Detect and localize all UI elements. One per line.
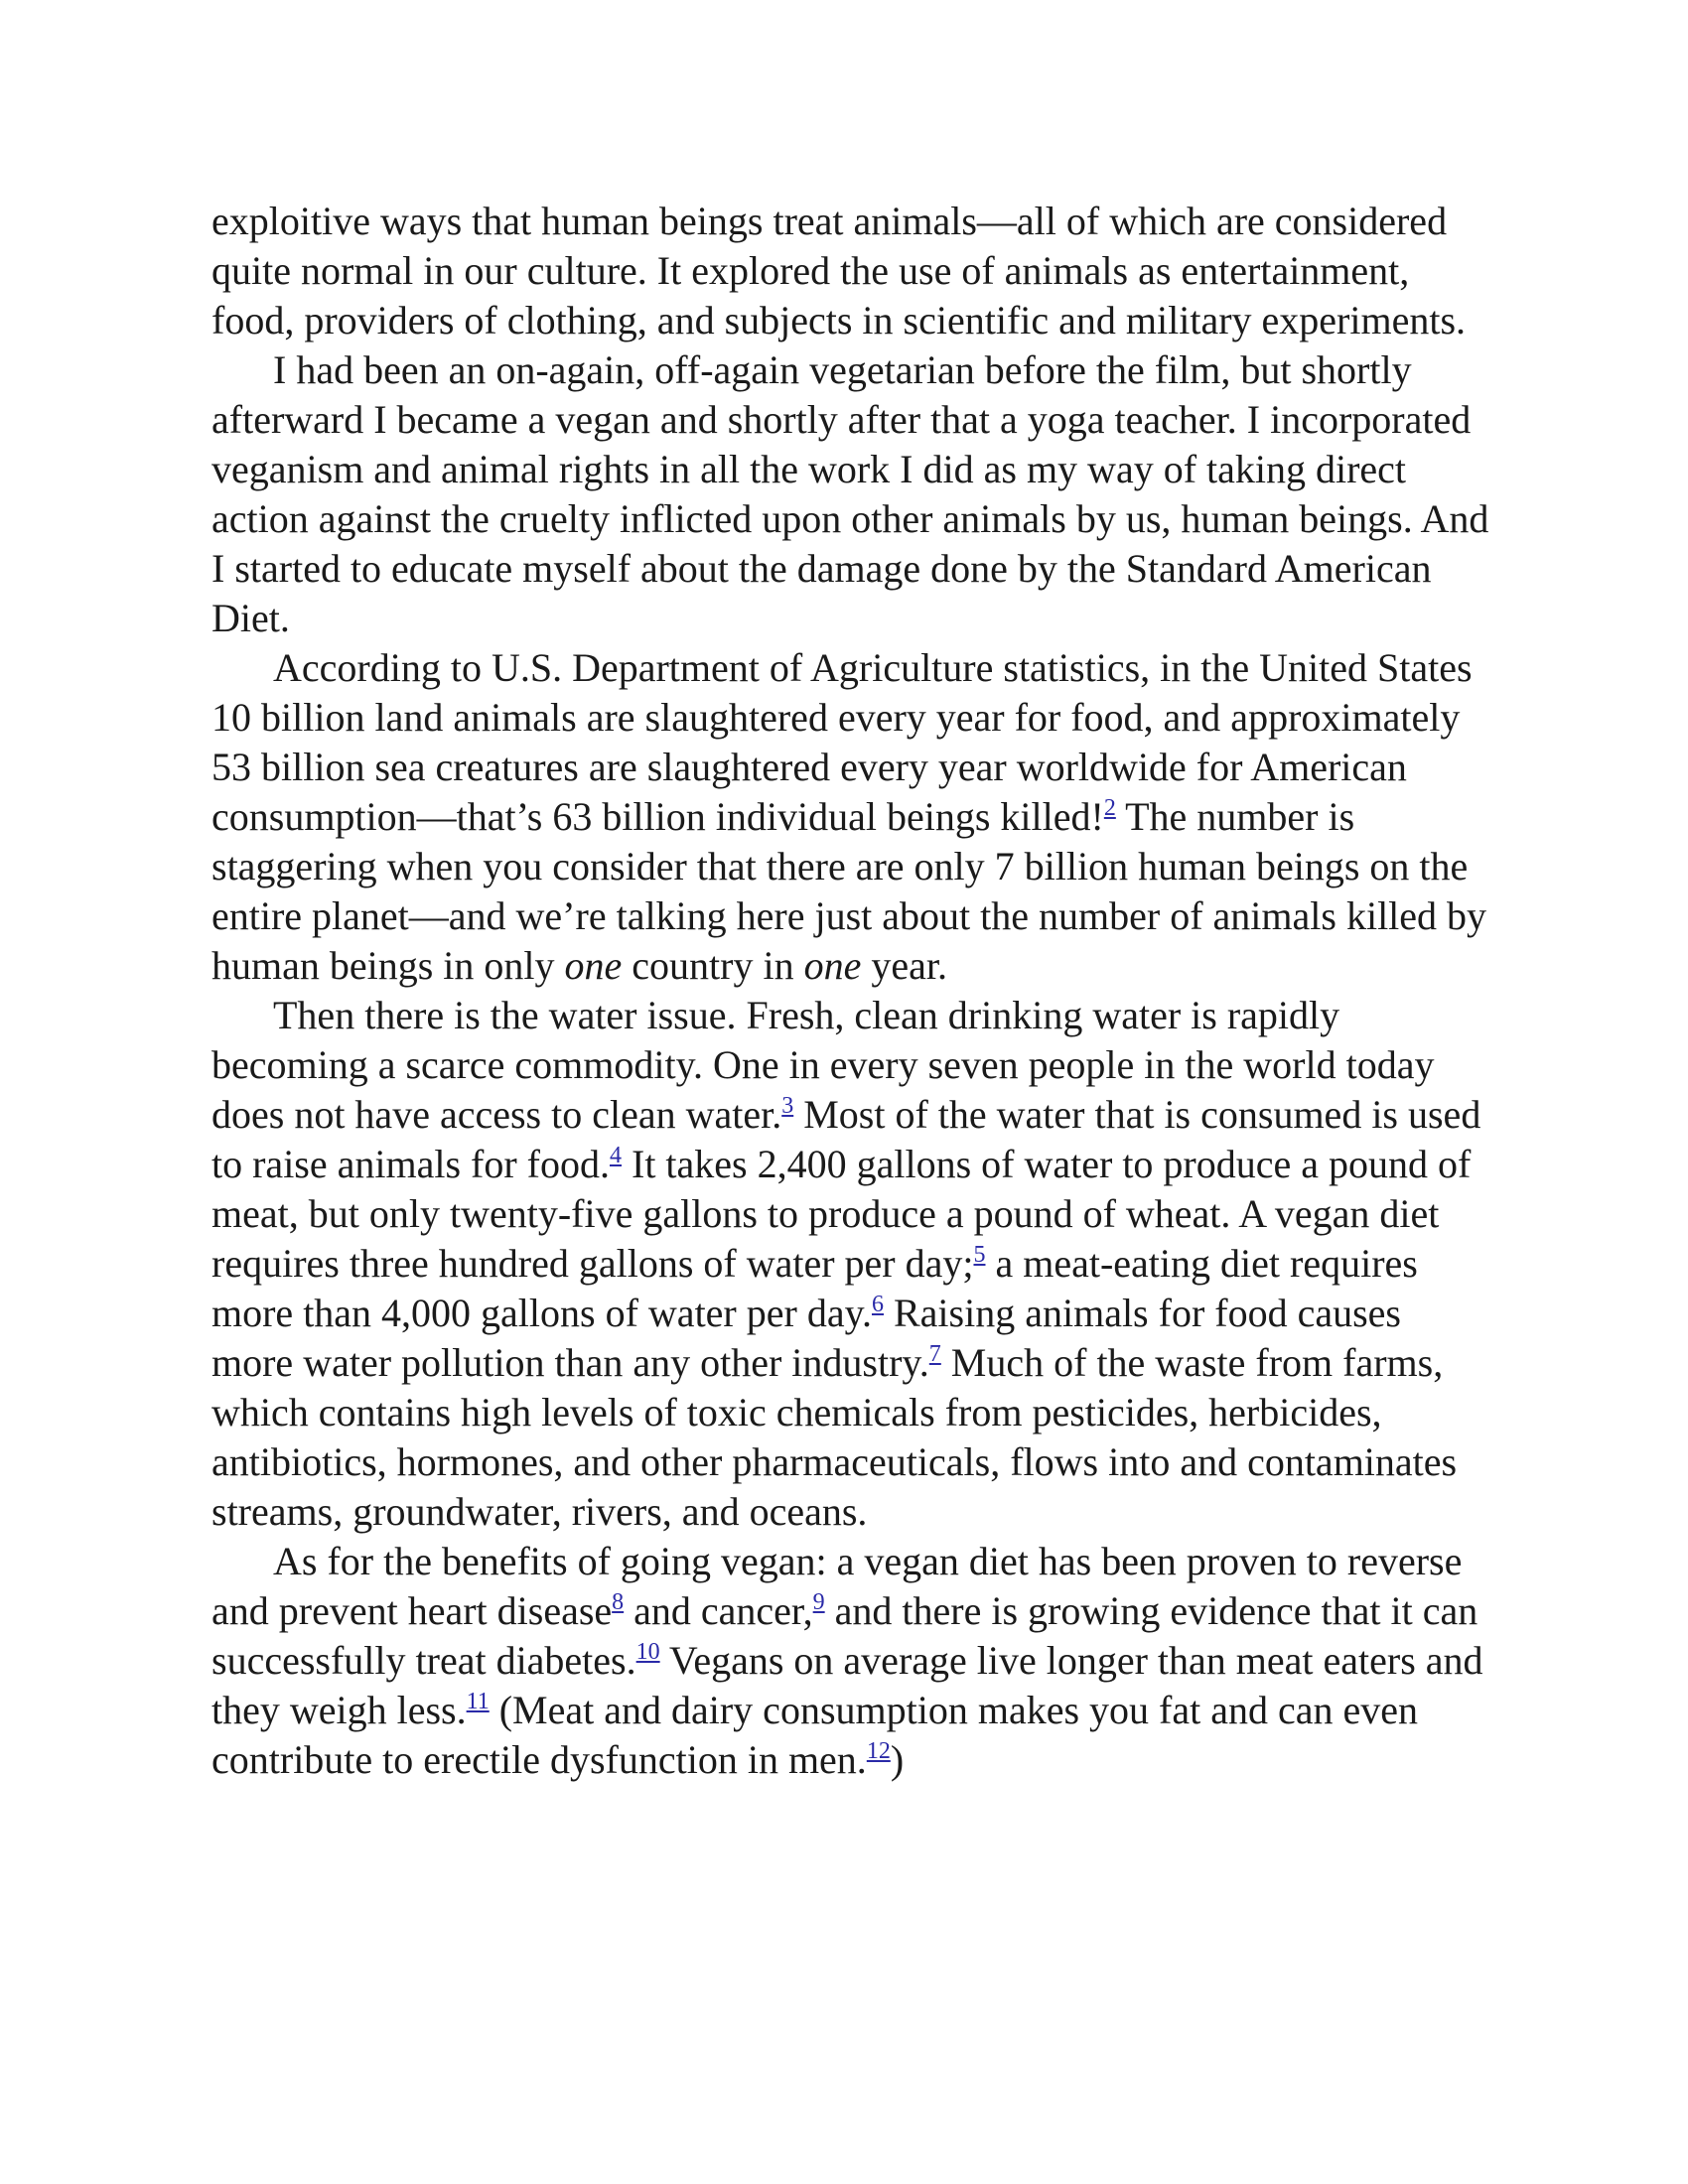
- footnote-link-3[interactable]: 3: [781, 1093, 794, 1119]
- paragraph-4-text-d: a meat-eating diet requires more than 4,000 gallons of water per day.: [211, 1241, 1418, 1335]
- footnote-link-11[interactable]: 11: [466, 1689, 490, 1714]
- footnote-link-6[interactable]: 6: [871, 1292, 884, 1317]
- paragraph-4-text-f: Much of the waste from farms, which contains high levels of toxic chemicals from pesticides, herbicides, antibiotics, hormones, and other pharmaceuticals, flows into and contaminates streams, groundwater, rivers, and oceans.: [211, 1340, 1458, 1534]
- paragraph-3-text-b: The number is staggering when you consider that there are only 7 billion human beings on the entire planet—and we’re talking here just about the number of animals killed by human beings in only: [211, 794, 1487, 988]
- paragraph-4-text-b: Most of the water that is consumed is used to raise animals for food.: [211, 1092, 1481, 1186]
- paragraph-5-text-f: ): [890, 1737, 905, 1782]
- paragraph-1: [211, 197, 1492, 345]
- footnote-link-8[interactable]: 8: [612, 1589, 625, 1615]
- paragraph-5-text-b: and cancer,: [624, 1588, 813, 1633]
- emphasis-one: one: [803, 943, 862, 988]
- paragraph-3-text-f: year.: [861, 943, 947, 988]
- paragraph-5-text-a: As for the benefits of going vegan: a vegan diet has been proven to reverse and prevent heart disease: [211, 1539, 1463, 1633]
- paragraph-5-text-c: and there is growing evidence that it can successfully treat diabetes.: [211, 1588, 1478, 1683]
- page-body: [211, 197, 1492, 1785]
- paragraph-4-text-c: It takes 2,400 gallons of water to produce a pound of meat, but only twenty-five gallons to produce a pound of wheat. A vegan diet requires three hundred gallons of water per day;: [211, 1142, 1472, 1286]
- footnote-link-4[interactable]: 4: [610, 1143, 622, 1168]
- paragraph-5-text-e: (Meat and dairy consumption makes you fat and can even contribute to erectile dysfunction in men.: [211, 1688, 1418, 1782]
- paragraph-4-text-a: Then there is the water issue. Fresh, clean drinking water is rapidly becoming a scarce commodity. One in every seven people in the world today does not have access to clean water.: [211, 993, 1435, 1137]
- paragraph-2-text: I had been an on-again, off-again vegetarian before the film, but shortly afterward I became a vegan and shortly after that a yoga teacher. I incorporated veganism and animal rights in all the work I did as my way of taking direct action against the cruelty inflicted upon other animals by us, human beings. And I started to educate myself about the damage done by the Standard American Diet.: [211, 347, 1489, 640]
- paragraph-5-text-d: Vegans on average live longer than meat eaters and they weigh less.: [211, 1638, 1483, 1732]
- paragraph-1-text: exploitive ways that human beings treat animals—all of which are considered quite normal in our culture. It explored the use of animals as entertainment, food, providers of clothing, and subjects in scientific and military experiments.: [211, 199, 1467, 342]
- paragraph-3-text-d: country in: [622, 943, 804, 988]
- footnote-link-9[interactable]: 9: [812, 1589, 825, 1615]
- footnote-link-5[interactable]: 5: [973, 1242, 986, 1268]
- paragraph-3: [211, 643, 1492, 991]
- footnote-link-10[interactable]: 10: [635, 1639, 660, 1665]
- paragraph-5: [211, 1537, 1492, 1785]
- footnote-link-2[interactable]: 2: [1103, 795, 1116, 821]
- footnote-link-7[interactable]: 7: [928, 1341, 941, 1367]
- paragraph-4: [211, 991, 1492, 1537]
- emphasis-one: one: [564, 943, 623, 988]
- paragraph-3-text-a: According to U.S. Department of Agriculture statistics, in the United States 10 billion land animals are slaughtered every year for food, and approximately 53 billion sea creatures are slaughtered every year worldwide for American consumption—that’s 63 billion individual beings killed!: [211, 645, 1473, 839]
- paragraph-4-text-e: Raising animals for food causes more water pollution than any other industry.: [211, 1291, 1401, 1385]
- footnote-link-12[interactable]: 12: [866, 1738, 891, 1764]
- paragraph-2: [211, 345, 1492, 643]
